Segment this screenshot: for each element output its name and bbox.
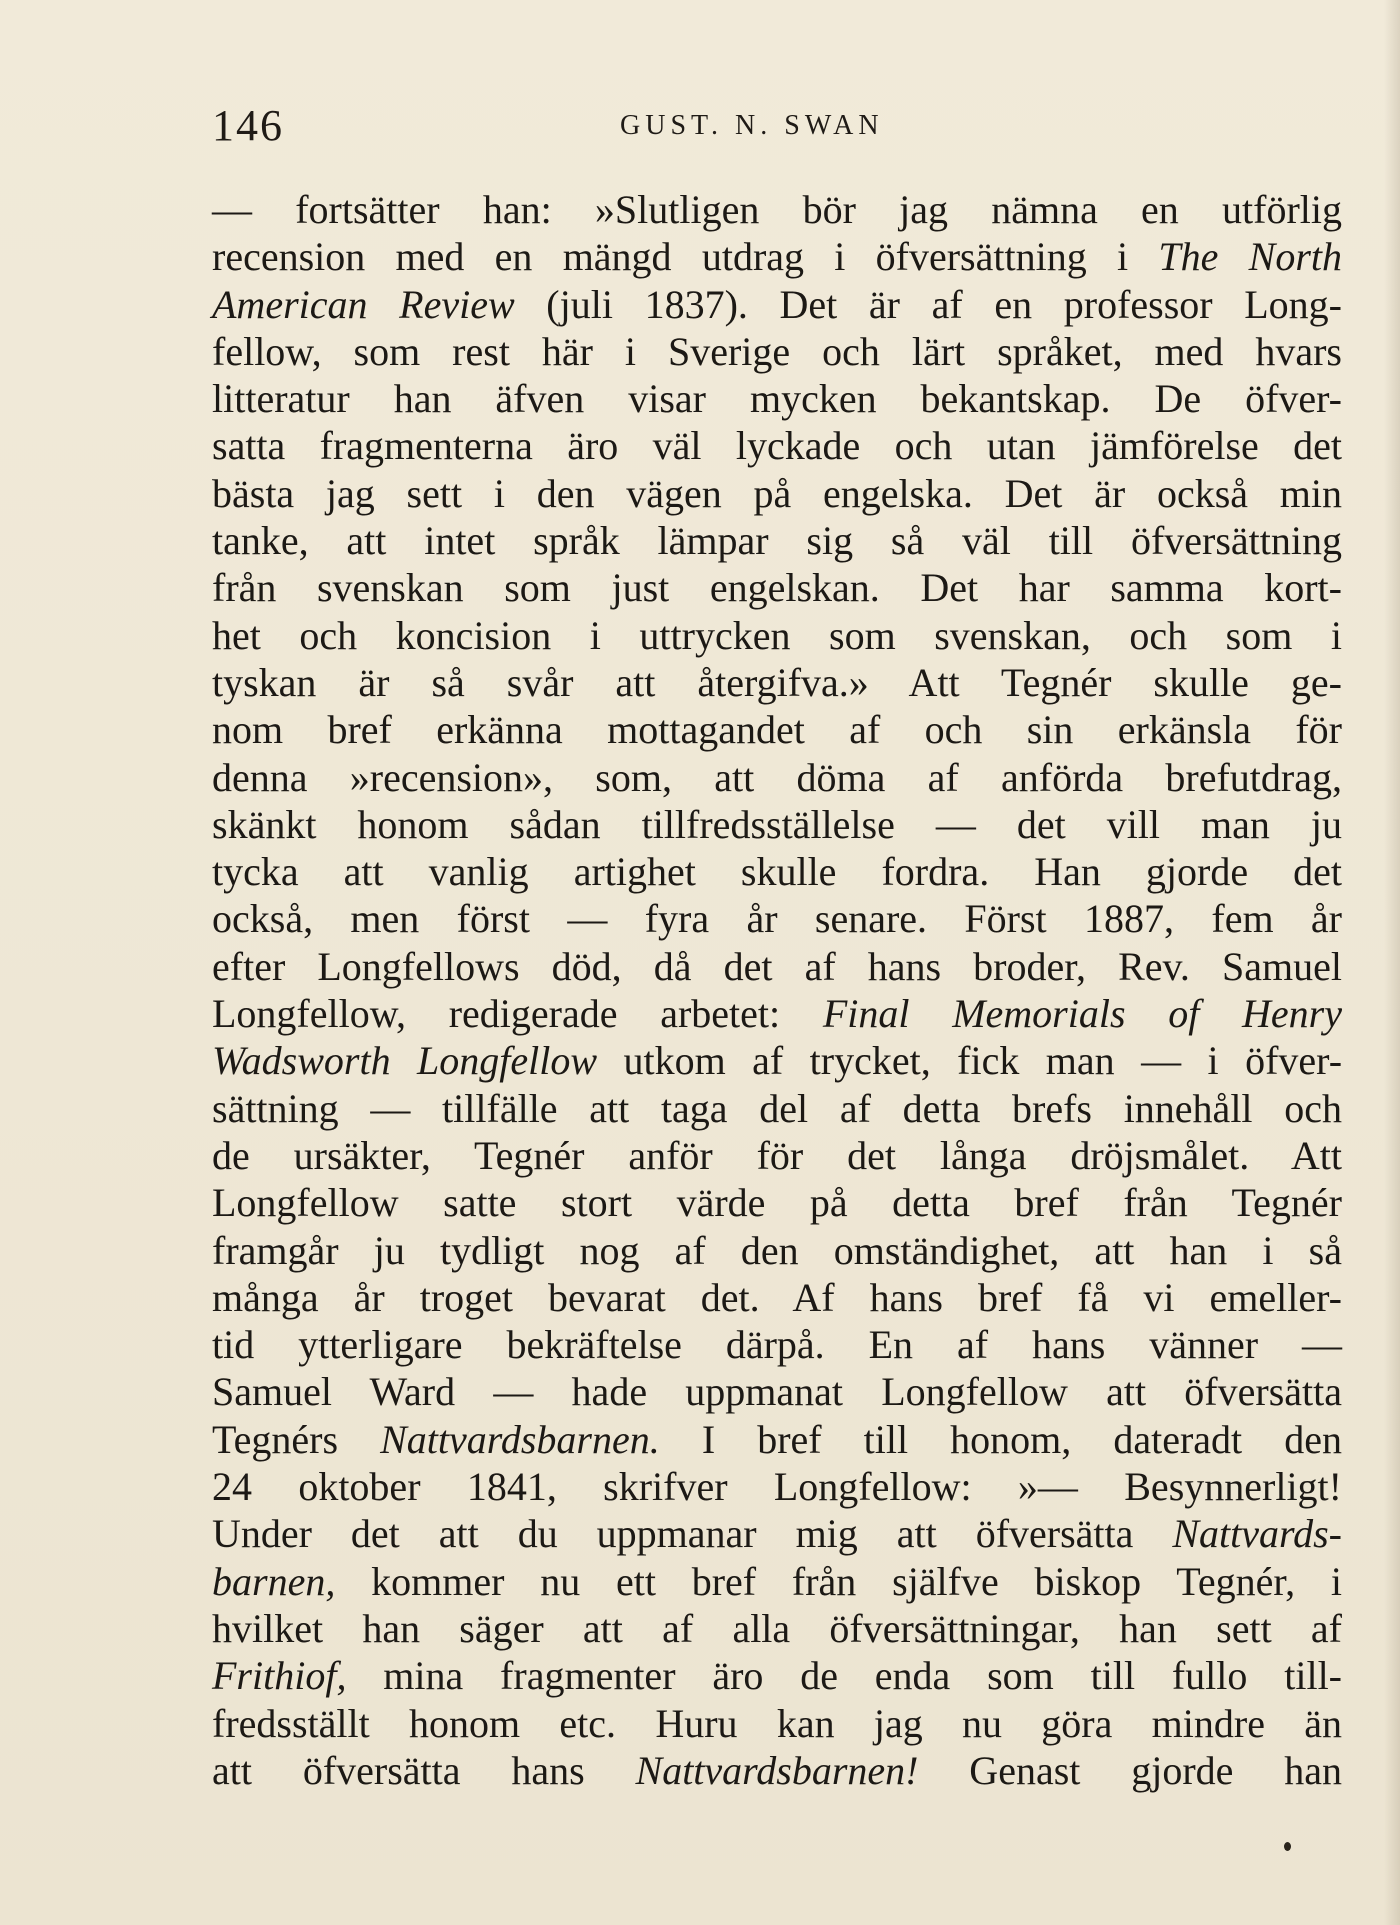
text-line: framgår ju tydligt nog af den omständighet, att han i så [212, 1227, 1342, 1273]
text-line: efter Longfellows död, då det af hans broder, Rev. Samuel [212, 943, 1342, 989]
text-line: hvilket han säger att af alla öfversättningar, han sett af [212, 1605, 1342, 1651]
text-line: Longfellow satte stort värde på detta bref från Tegnér [212, 1180, 1342, 1226]
print-speck [1284, 1842, 1291, 1851]
text-line: het och koncision i uttrycken som svenskan, och som i [212, 612, 1342, 658]
text-line: denna »recension», som, att döma af anförda brefutdrag, [212, 754, 1342, 800]
text-line: Tegnérs Nattvardsbarnen. I bref till honom, dateradt den [212, 1416, 1342, 1462]
text-line: de ursäkter, Tegnér anför för det långa dröjsmålet. Att [212, 1132, 1342, 1178]
page-number: 146 [212, 101, 284, 150]
text-line: sättning — tillfälle att taga del af detta brefs innehåll och [212, 1085, 1342, 1131]
text-line: att öfversätta hans Nattvardsbarnen! Genast gjorde han [212, 1747, 1343, 1793]
text-line: barnen, kommer nu ett bref från själfve biskop Tegnér, i [212, 1558, 1342, 1604]
text-line: fredsställt honom etc. Huru kan jag nu göra mindre än [212, 1700, 1342, 1746]
text-line: från svenskan som just engelskan. Det har samma kort- [212, 565, 1342, 611]
text-line: satta fragmenterna äro väl lyckade och utan jämförelse det [212, 423, 1342, 469]
body-text [212, 186, 1342, 1794]
text-line: Samuel Ward — hade uppmanat Longfellow att öfversätta [212, 1369, 1342, 1415]
text-line: Wadsworth Longfellow utkom af trycket, fick man — i öfver- [212, 1038, 1343, 1084]
running-head-title: GUST. N. SWAN [620, 110, 884, 141]
text-line: 24 oktober 1841, skrifver Longfellow: »— Besynnerligt! [212, 1464, 1342, 1510]
text-line: bästa jag sett i den vägen på engelska. Det är också min [212, 470, 1342, 516]
running-head [212, 100, 1332, 160]
text-line: Longfellow, redigerade arbetet: Final Memorials of Henry [212, 991, 1342, 1037]
text-line: tid ytterligare bekräftelse därpå. En af hans vänner — [212, 1322, 1342, 1368]
text-line: Frithiof, mina fragmenter äro de enda som till fullo till- [212, 1653, 1342, 1699]
text-line: — fortsätter han: »Slutligen bör jag nämna en utförlig [212, 187, 1342, 232]
text-line: tycka att vanlig artighet skulle fordra. Han gjorde det [212, 849, 1342, 895]
text-line: tyskan är så svår att återgifva.» Att Tegnér skulle ge- [212, 659, 1342, 705]
text-line: American Review (juli 1837). Det är af en professor Long- [212, 281, 1342, 327]
text-line: många år troget bevarat det. Af hans bref få vi emeller- [212, 1274, 1342, 1320]
text-line: litteratur han äfven visar mycken bekantskap. De öfver- [212, 376, 1342, 422]
text-line: Under det att du uppmanar mig att öfversätta Nattvards- [212, 1511, 1342, 1557]
text-line: tanke, att intet språk lämpar sig så väl till öfversättning [212, 518, 1342, 564]
text-line: skänkt honom sådan tillfredsställelse — det vill man ju [212, 801, 1342, 847]
page-edge-shadow [1384, 0, 1400, 1925]
text-line: också, men först — fyra år senare. Först 1887, fem år [212, 896, 1342, 942]
text-line: nom bref erkänna mottagandet af och sin erkänsla för [212, 707, 1342, 753]
text-line: fellow, som rest här i Sverige och lärt språket, med hvars [212, 328, 1342, 374]
text-line: recension med en mängd utdrag i öfversättning i The North [212, 234, 1343, 280]
